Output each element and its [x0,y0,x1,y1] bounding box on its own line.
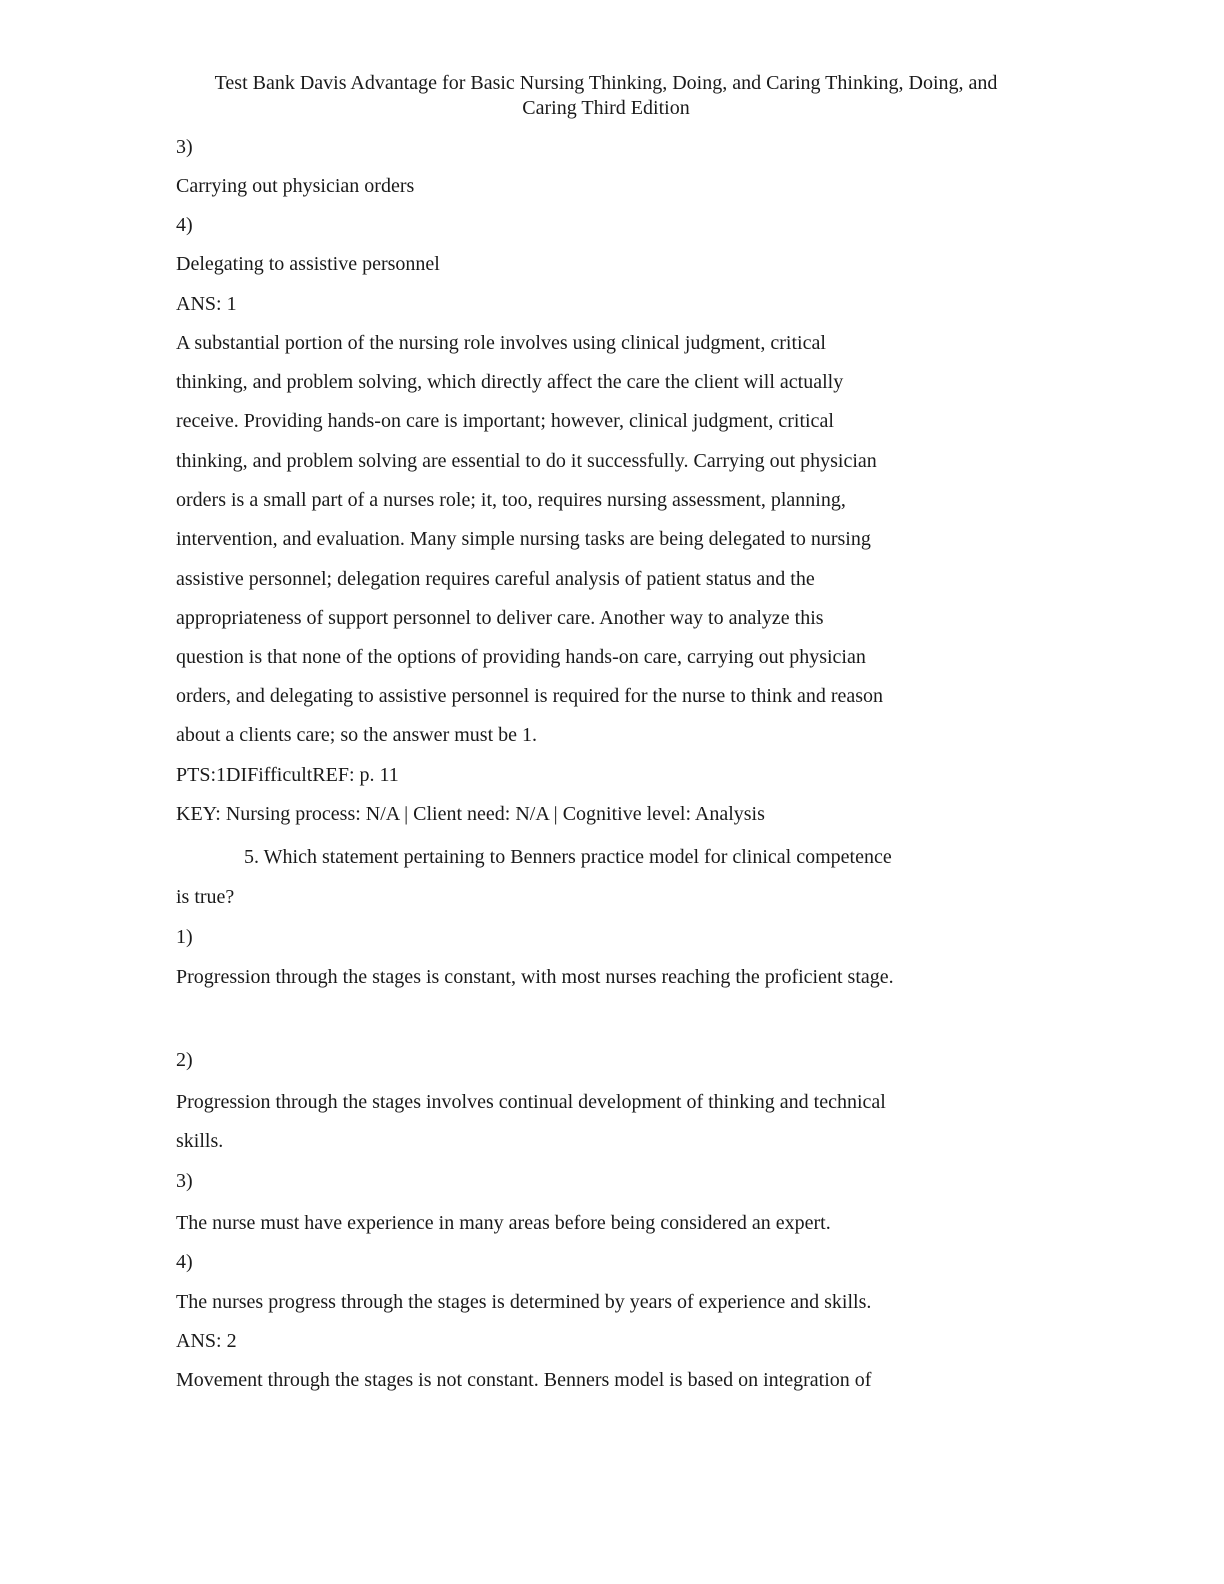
header-title-line2: Caring Third Edition [522,97,690,119]
rationale-line: orders is a small part of a nurses role; it, too, requires nursing assessment, planning, [176,489,846,511]
page-header [150,71,1062,121]
q5-option-1-number: 1) [176,926,193,948]
rationale-line: receive. Providing hands-on care is important; however, clinical judgment, critical [176,410,834,432]
option-3-text: Carrying out physician orders [176,175,415,197]
rationale-line: A substantial portion of the nursing role involves using clinical judgment, critical [176,332,826,354]
rationale-line: orders, and delegating to assistive personnel is required for the nurse to think and reason [176,685,884,707]
question-5-stem-cont: is true? [176,886,235,908]
rationale-line: thinking, and problem solving are essential to do it successfully. Carrying out physician [176,450,877,472]
q5-option-2-text: Progression through the stages involves continual development of thinking and technical [176,1091,886,1113]
keywords: KEY: Nursing process: N/A | Client need: N/A | Cognitive level: Analysis [176,803,765,825]
option-4-number: 4) [176,214,193,236]
q5-rationale-line: Movement through the stages is not constant. Benners model is based on integration of [176,1369,872,1391]
rationale-line: assistive personnel; delegation requires careful analysis of patient status and the [176,568,815,590]
rationale-line: question is that none of the options of providing hands-on care, carrying out physician [176,646,866,668]
q5-answer-label: ANS: 2 [176,1330,237,1352]
answer-label: ANS: 1 [176,293,237,315]
option-3-number: 3) [176,136,193,158]
q5-option-4-number: 4) [176,1251,193,1273]
q5-option-3-number: 3) [176,1170,193,1192]
q5-option-1-text: Progression through the stages is constant, with most nurses reaching the proficient stage. [176,966,894,988]
header-title-line1: Test Bank Davis Advantage for Basic Nursing Thinking, Doing, and Caring Thinking, Doing, and [214,72,998,94]
rationale-line: about a clients care; so the answer must be 1. [176,724,537,746]
rationale-line: appropriateness of support personnel to deliver care. Another way to analyze this [176,607,824,629]
q5-option-2-number: 2) [176,1049,193,1071]
q5-option-4-text: The nurses progress through the stages is determined by years of experience and skills. [176,1291,872,1313]
rationale-line: thinking, and problem solving, which directly affect the care the client will actually [176,371,844,393]
q5-option-3-text: The nurse must have experience in many areas before being considered an expert. [176,1212,831,1234]
question-5-stem: 5. Which statement pertaining to Benners practice model for clinical competence [244,846,892,868]
q5-option-2-text-cont: skills. [176,1130,224,1152]
option-4-text: Delegating to assistive personnel [176,253,440,275]
rationale-line: intervention, and evaluation. Many simple nursing tasks are being delegated to nursing [176,528,871,550]
points-reference: PTS:1DIFifficultREF: p. 11 [176,764,399,786]
